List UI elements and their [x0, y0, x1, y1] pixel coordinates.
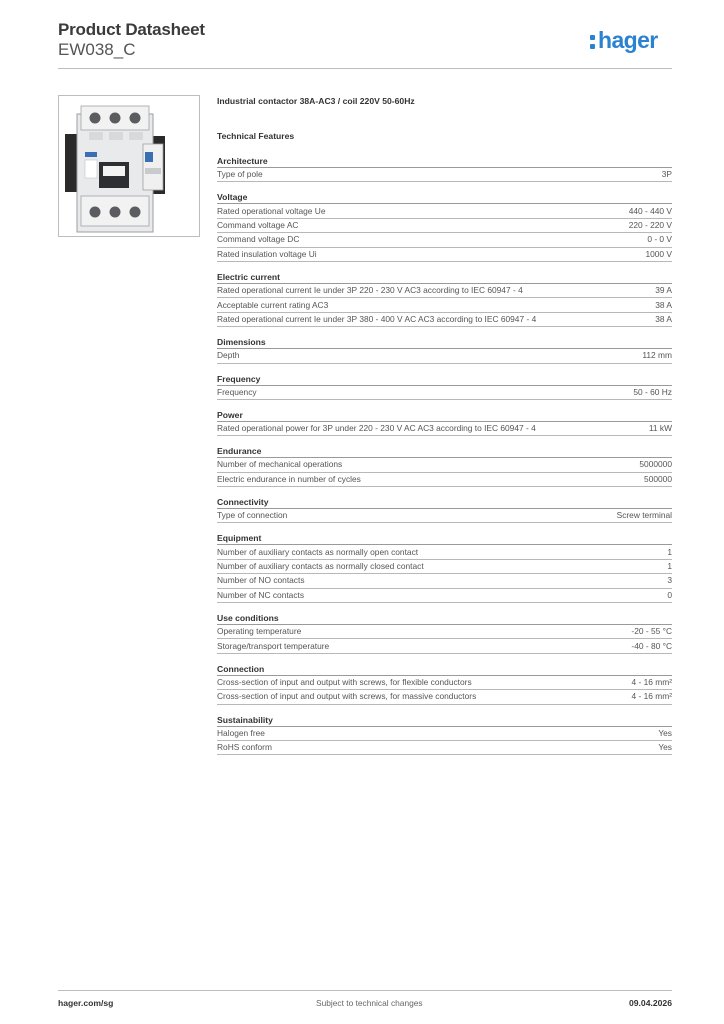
section-frequency: [217, 374, 672, 400]
spec-value: 440 - 440 V: [628, 205, 672, 216]
section-voltage: [217, 192, 672, 262]
section-endurance: [217, 446, 672, 487]
spec-row: [217, 473, 672, 487]
spec-row: [217, 458, 672, 472]
spec-label: Number of mechanical operations: [217, 459, 343, 470]
spec-value: 11 kW: [648, 423, 672, 434]
spec-row: [217, 313, 672, 327]
spec-label: Type of pole: [217, 169, 263, 180]
spec-label: Storage/transport temperature: [217, 640, 330, 651]
spec-row: [217, 233, 672, 247]
spec-value: 5000000: [639, 459, 672, 470]
section-title: Electric current: [217, 272, 672, 284]
product-description: Industrial contactor 38A-AC3 / coil 220V 50-60Hz: [217, 96, 415, 106]
spec-label: Acceptable current rating AC3: [217, 299, 329, 310]
spec-row: [217, 574, 672, 588]
spec-value: 1: [667, 561, 672, 572]
spec-label: Command voltage DC: [217, 234, 300, 245]
spec-label: Rated operational current Ie under 3P 380 - 400 V AC AC3 according to IEC 60947 - 4: [217, 313, 537, 324]
spec-value: 4 - 16 mm²: [631, 677, 672, 687]
datasheet-content: [217, 96, 672, 755]
section-title: Connection: [217, 664, 672, 676]
product-image: [58, 95, 200, 237]
hager-logo: [590, 27, 672, 57]
spec-row: [217, 349, 672, 363]
logo-dots-icon: [590, 35, 595, 49]
section-title: Equipment: [217, 533, 672, 545]
spec-label: Rated insulation voltage Ui: [217, 248, 317, 259]
footer-date: 09.04.2026: [628, 998, 672, 1008]
spec-row: [217, 219, 672, 233]
spec-value: 1000 V: [645, 248, 672, 259]
spec-value: 4 - 16 mm²: [631, 691, 672, 702]
spec-label: Number of auxiliary contacts as normally open contact: [217, 546, 419, 557]
spec-label: Number of NO contacts: [217, 575, 305, 586]
technical-features-heading: Technical Features: [217, 131, 295, 141]
logo-text: hager: [598, 27, 658, 53]
section-dimensions: [217, 337, 672, 363]
section-title: Use conditions: [217, 613, 672, 625]
spec-value: -40 - 80 °C: [631, 640, 672, 651]
section-equipment: [217, 533, 672, 603]
contactor-product-photo-icon: [59, 96, 199, 236]
spec-value: -20 - 55 °C: [631, 626, 672, 637]
spec-value: 0 - 0 V: [647, 234, 672, 245]
spec-row: [217, 741, 672, 755]
spec-label: Operating temperature: [217, 626, 302, 637]
spec-row: [217, 298, 672, 312]
spec-value: Yes: [658, 742, 672, 753]
header-divider: [58, 68, 672, 69]
spec-label: RoHS conform: [217, 742, 272, 753]
spec-value: 38 A: [655, 313, 672, 324]
spec-value: 500000: [644, 473, 672, 484]
section-architecture: [217, 156, 672, 182]
section-electric-current: [217, 272, 672, 327]
spec-row: [217, 639, 672, 653]
feature-sections: [217, 156, 672, 755]
spec-row: [217, 560, 672, 574]
spec-row: [217, 168, 672, 182]
spec-label: Cross-section of input and output with screws, for massive conductors: [217, 691, 477, 702]
section-connection: [217, 664, 672, 705]
page-title: Product Datasheet: [58, 20, 205, 39]
section-title: Connectivity: [217, 497, 672, 509]
spec-label: Depth: [217, 350, 240, 361]
spec-label: Number of auxiliary contacts as normally closed contact: [217, 561, 424, 572]
spec-row: [217, 589, 672, 603]
spec-row: [217, 545, 672, 559]
spec-label: Command voltage AC: [217, 219, 299, 230]
spec-value: Screw terminal: [616, 510, 672, 521]
section-title: Frequency: [217, 374, 672, 386]
spec-value: 220 - 220 V: [628, 219, 672, 230]
section-title: Sustainability: [217, 715, 672, 727]
spec-label: Rated operational current Ie under 3P 220 - 230 V AC3 according to IEC 60947 - 4: [217, 285, 523, 296]
spec-label: Halogen free: [217, 727, 265, 738]
product-code: EW038_C: [58, 40, 136, 59]
section-use-conditions: [217, 613, 672, 654]
section-sustainability: [217, 715, 672, 756]
spec-row: [217, 676, 672, 690]
spec-label: Rated operational voltage Ue: [217, 205, 326, 216]
spec-label: Electric endurance in number of cycles: [217, 473, 361, 484]
spec-label: Cross-section of input and output with screws, for flexible conductors: [217, 677, 472, 687]
spec-row: [217, 422, 672, 436]
footer-notice: Subject to technical changes: [316, 998, 423, 1008]
spec-label: Frequency: [217, 386, 257, 397]
spec-row: [217, 727, 672, 741]
section-title: Endurance: [217, 446, 672, 458]
spec-value: 1: [667, 546, 672, 557]
spec-value: 38 A: [655, 299, 672, 310]
spec-row: [217, 625, 672, 639]
spec-row: [217, 386, 672, 400]
section-title: Dimensions: [217, 337, 672, 349]
spec-label: Number of NC contacts: [217, 589, 305, 600]
footer-website[interactable]: hager.com/sg: [58, 998, 114, 1008]
spec-label: Rated operational power for 3P under 220 - 230 V AC AC3 according to IEC 60947 - 4: [217, 423, 536, 434]
section-connectivity: [217, 497, 672, 523]
spec-row: [217, 284, 672, 298]
section-title: Voltage: [217, 192, 672, 204]
section-title: Power: [217, 410, 672, 422]
section-title: Architecture: [217, 156, 672, 168]
footer-divider: [58, 990, 672, 991]
spec-value: 0: [667, 589, 672, 600]
section-power: [217, 410, 672, 436]
spec-value: 39 A: [655, 285, 672, 296]
spec-row: [217, 248, 672, 262]
spec-value: 3P: [661, 169, 672, 180]
spec-value: 3: [667, 575, 672, 586]
spec-row: [217, 690, 672, 704]
spec-row: [217, 509, 672, 523]
spec-row: [217, 204, 672, 218]
spec-value: Yes: [658, 727, 672, 738]
spec-value: 50 - 60 Hz: [633, 386, 672, 397]
spec-label: Type of connection: [217, 510, 288, 521]
spec-value: 112 mm: [642, 350, 672, 361]
